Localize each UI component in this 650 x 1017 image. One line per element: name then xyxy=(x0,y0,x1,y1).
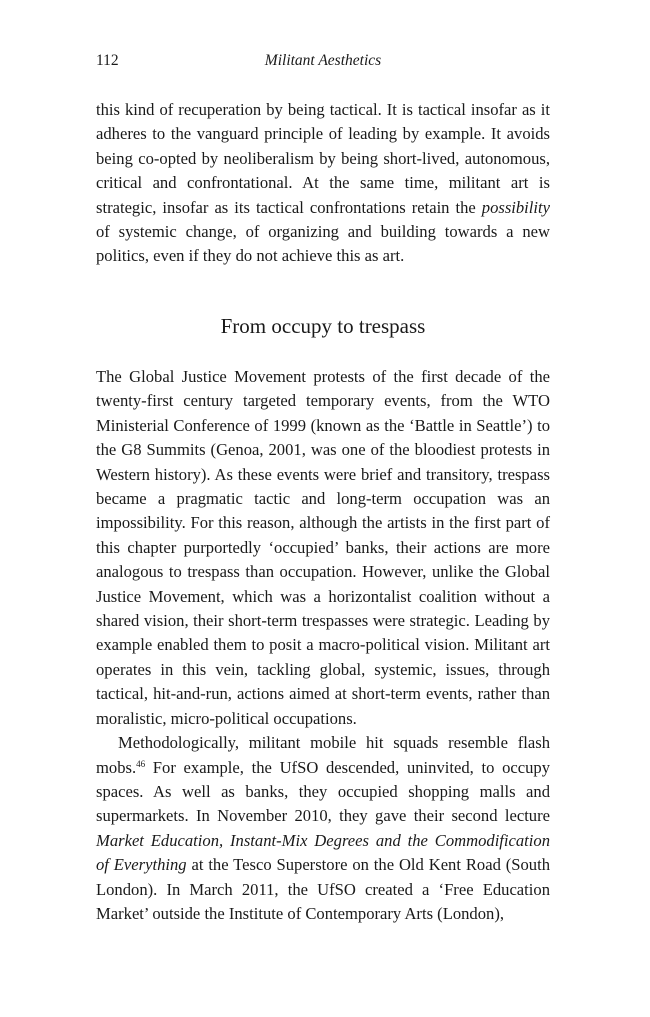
paragraph xyxy=(96,731,550,926)
running-title: Militant Aesthetics xyxy=(264,52,382,69)
footnote-reference[interactable]: 46 xyxy=(136,758,146,769)
book-title: Market Education, Instant-Mix Degrees and the Commodification of Everything xyxy=(96,830,550,875)
section-heading: From occupy to trespass xyxy=(220,314,426,338)
paragraph-text: of systemic change, of organizing and building towards a new politics, even if they do not achieve this as art. xyxy=(96,222,550,266)
emphasis-text: possibility xyxy=(481,197,550,217)
running-head xyxy=(96,52,550,72)
page-number: 112 xyxy=(96,52,119,69)
text-block-section xyxy=(96,365,550,926)
paragraph-text: at the Tesco Superstore on the Old Kent Road (South London). In March 2011, the UfSO created a ‘Free Education Market’ outside the Institute of Contemporary Arts (London), xyxy=(96,855,550,923)
paragraph xyxy=(96,98,550,269)
paragraph-text: Methodologically, militant mobile hit squads resemble flash mobs. xyxy=(96,733,550,777)
paragraph: The Global Justice Movement protests of the first decade of the twenty-first century targeted temporary events, from the WTO Ministerial Conference of 1999 (known as the ‘Battle in Seattle’) to the G8 Summits (Genoa, 2001, was one of the bloodiest protests in Western history). As these events were brief and transitory, trespass became a pragmatic tactic and long-term occupation was an impossibility. For this reason, although the artists in the first part of this chapter purportedly ‘occupied’ banks, their actions are more analogous to trespass than occupation. However, unlike the Global Justice Movement, which was a horizontalist coalition without a shared vision, their short-term trespasses were strategic. Leading by example enabled them to posit a macro-political vision. Militant art operates in this vein, tackling global, systemic, issues, through tactical, hit-and-run, actions aimed at short-term events, rather than moralistic, micro-political occupations. xyxy=(96,367,550,728)
paragraph-text: For example, the UfSO descended, uninvited, to occupy spaces. As well as banks, they occupied shopping malls and supermarkets. In November 2010, they gave their second lecture xyxy=(96,757,550,826)
paragraph-text: this kind of recuperation by being tactical. It is tactical insofar as it adheres to the vanguard principle of leading by example. It avoids being co-opted by neoliberalism by being short-lived, autonomous, critical and confrontational. At the same time, militant art is strategic, insofar as its tactical confrontations retain the xyxy=(96,100,550,217)
text-block-top xyxy=(96,98,550,269)
